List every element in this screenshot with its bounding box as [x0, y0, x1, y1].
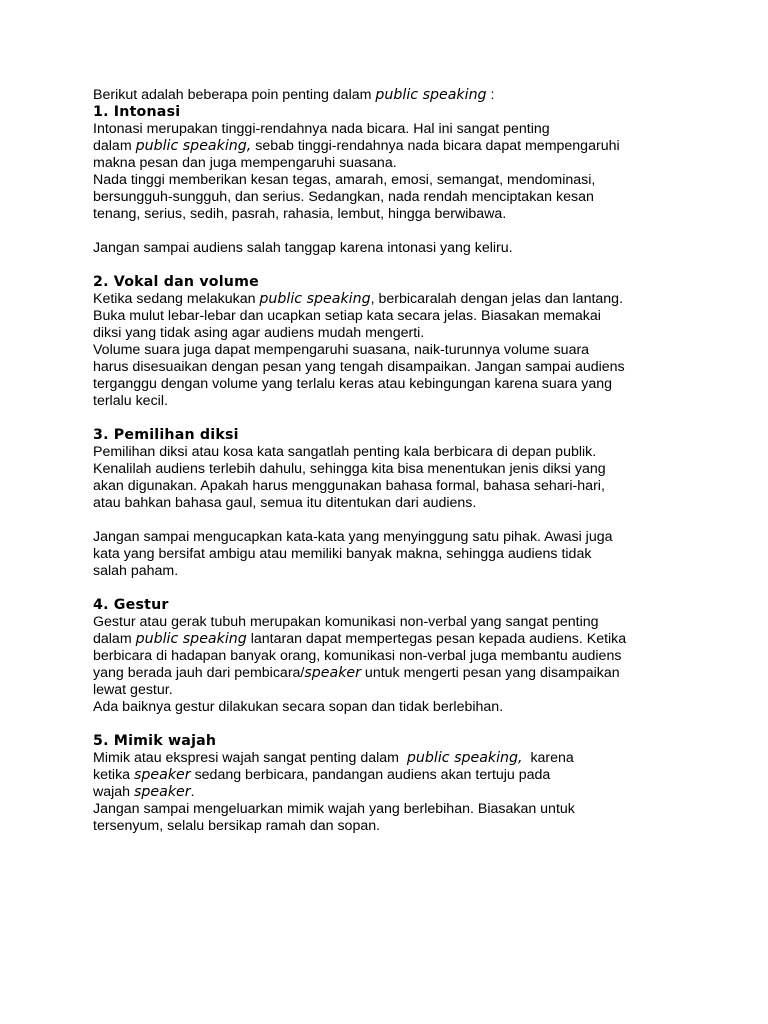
s5-line-2-b: sedang berbicara, pandangan audiens akan tertuju pada: [190, 767, 551, 783]
s4-line-1: Gestur atau gerak tubuh merupakan komunikasi non-verbal yang sangat penting: [93, 614, 599, 630]
s5-line-2-a: ketika: [93, 767, 135, 783]
s5-line-2-emphasis: speaker: [134, 767, 191, 783]
s3-line-7: salah paham.: [93, 563, 179, 579]
section-5-heading: 5. Mimik wajah: [93, 733, 217, 749]
s2-line-5: harus disesuaikan dengan pesan yang tengah disampaikan. Jangan sampai audiens: [93, 359, 625, 375]
s2-line-3: diksi yang tidak asing agar audiens mudah mengerti.: [93, 325, 425, 341]
s1-line-7: Jangan sampai audiens salah tanggap karena intonasi yang keliru.: [93, 240, 513, 256]
s4-line-2-b: lantaran dapat mempertegas pesan kepada audiens. Ketika: [246, 631, 627, 647]
s1-line-2-a: dalam: [93, 138, 136, 154]
s1-line-3: makna pesan dan juga mempengaruhi suasana.: [93, 155, 397, 171]
s3-line-2: Kenalilah audiens terlebih dahulu, sehingga kita bisa menentukan jenis diksi yang: [93, 461, 606, 477]
s3-line-3: akan digunakan. Apakah harus menggunakan bahasa formal, bahasa sehari-hari,: [93, 478, 605, 494]
s4-line-4-b: untuk mengerti pesan yang disampaikan: [360, 665, 620, 681]
s5-line-1: [93, 750, 693, 767]
spacer: [93, 512, 693, 529]
section-3-heading: 3. Pemilihan diksi: [93, 427, 239, 443]
s3-line-6: kata yang bersifat ambigu atau memiliki banyak makna, sehingga audiens tidak: [93, 546, 592, 562]
s4-line-4: [93, 665, 693, 682]
s2-line-1-emphasis: public speaking: [259, 291, 371, 307]
s4-line-4-a: yang berada jauh dari pembicara/: [93, 665, 305, 681]
s5-line-1-emphasis: public speaking,: [406, 750, 523, 766]
s5-line-3: [93, 784, 693, 801]
spacer: [93, 716, 693, 733]
s1-line-2: [93, 138, 693, 155]
s1-line-6: tenang, serius, sedih, pasrah, rahasia, lembut, hingga berwibawa.: [93, 206, 507, 222]
intro-paragraph: [93, 87, 693, 104]
s3-line-5: Jangan sampai mengucapkan kata-kata yang menyinggung satu pihak. Awasi juga: [93, 529, 613, 545]
spacer: [93, 410, 693, 427]
s2-line-2: Buka mulut lebar-lebar dan ucapkan setiap kata secara jelas. Biasakan memakai: [93, 308, 601, 324]
s1-line-5: bersungguh-sungguh, dan serius. Sedangkan, nada rendah menciptakan kesan: [93, 189, 594, 205]
s1-line-1: Intonasi merupakan tinggi-rendahnya nada bicara. Hal ini sangat penting: [93, 121, 550, 137]
spacer: [93, 580, 693, 597]
s2-line-1: [93, 291, 693, 308]
s5-line-3-a: wajah: [93, 784, 135, 800]
s5-line-3-b: .: [190, 784, 195, 800]
s1-line-2-emphasis: public speaking,: [135, 138, 252, 154]
s5-line-5: tersenyum, selalu bersikap ramah dan sopan.: [93, 818, 381, 834]
s4-line-5: lewat gestur.: [93, 682, 173, 698]
s3-line-4: atau bahkan bahasa gaul, semua itu ditentukan dari audiens.: [93, 495, 477, 511]
s2-line-7: terlalu kecil.: [93, 393, 168, 409]
intro-suffix: :: [486, 87, 495, 103]
s2-line-4: Volume suara juga dapat mempengaruhi suasana, naik-turunnya volume suara: [93, 342, 590, 358]
s4-line-4-emphasis: speaker: [304, 665, 361, 681]
s5-line-2: [93, 767, 693, 784]
s5-line-1-a: Mimik atau ekspresi wajah sangat penting dalam: [93, 750, 407, 766]
spacer: [93, 257, 693, 274]
s5-line-1-b: karena: [522, 750, 574, 766]
s4-line-2-emphasis: public speaking: [135, 631, 247, 647]
intro-text: Berikut adalah beberapa poin penting dalam: [93, 87, 376, 103]
section-4-heading: 4. Gestur: [93, 597, 169, 613]
s4-line-2-a: dalam: [93, 631, 136, 647]
intro-emphasis: public speaking: [375, 87, 487, 103]
s5-line-4: Jangan sampai mengeluarkan mimik wajah yang berlebihan. Biasakan untuk: [93, 801, 575, 817]
section-2-heading: 2. Vokal dan volume: [93, 274, 259, 290]
s5-line-3-emphasis: speaker: [134, 784, 191, 800]
document-body: [93, 87, 693, 835]
s4-line-3: berbicara di hadapan banyak orang, komunikasi non-verbal juga membantu audiens: [93, 648, 622, 664]
section-1-heading: 1. Intonasi: [93, 104, 181, 120]
s2-line-6: terganggu dengan volume yang terlalu keras atau kebingungan karena suara yang: [93, 376, 613, 392]
s2-line-1-a: Ketika sedang melakukan: [93, 291, 260, 307]
s1-line-2-b: sebab tinggi-rendahnya nada bicara dapat mempengaruhi: [251, 138, 620, 154]
s3-line-1: Pemilihan diksi atau kosa kata sangatlah penting kala berbicara di depan publik.: [93, 444, 597, 460]
s4-line-2: [93, 631, 693, 648]
spacer: [93, 223, 693, 240]
s4-line-6: Ada baiknya gestur dilakukan secara sopan dan tidak berlebihan.: [93, 699, 504, 715]
s1-line-4: Nada tinggi memberikan kesan tegas, amarah, emosi, semangat, mendominasi,: [93, 172, 596, 188]
s2-line-1-b: , berbicaralah dengan jelas dan lantang.: [370, 291, 624, 307]
